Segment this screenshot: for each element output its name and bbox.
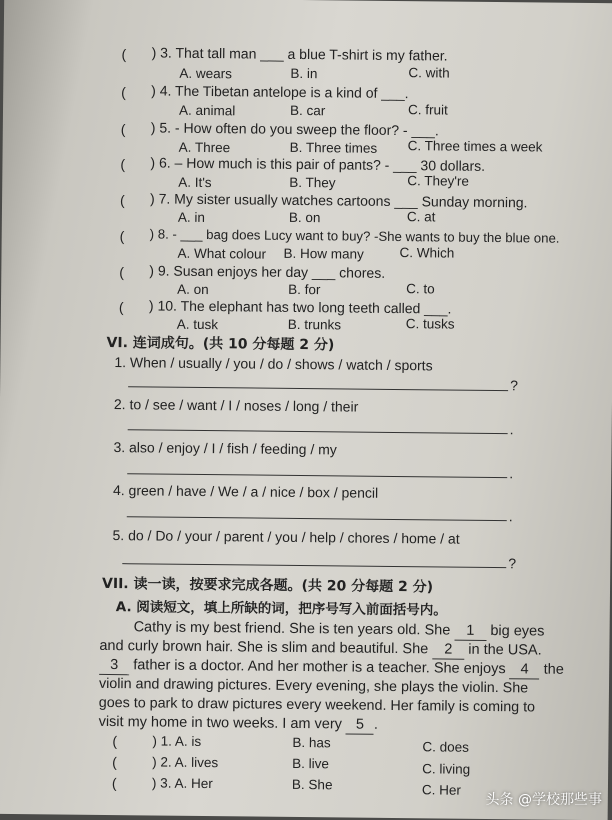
passage-blank[interactable]: 1: [454, 623, 486, 641]
option-a: A. tusk: [176, 316, 219, 333]
choice-a: ) 1. A. is: [152, 733, 202, 749]
answer-line[interactable]: [122, 563, 506, 568]
option-a: A. on: [177, 281, 209, 298]
section-vii-title: VII. 读一读，按要求完成各题。(共 20 分每题 2 分): [101, 575, 434, 596]
sentence-end-mark: .: [508, 508, 513, 525]
passage-text: violin and drawing pictures. Every evening, she plays the violin. She: [98, 675, 529, 697]
answer-line[interactable]: [127, 473, 507, 478]
sentence-end-mark: .: [509, 421, 514, 438]
choice-a: ) 2. A. lives: [152, 754, 219, 771]
passage-blank[interactable]: 5: [346, 716, 374, 734]
passage-text: visit my home in two weeks. I am very: [98, 713, 347, 733]
sentence-words: 3. also / enjoy / I / fish / feeding / my: [113, 439, 337, 458]
question-text: ) 10. The elephant has two long teeth called ___.: [148, 297, 452, 317]
sentence-words: 5. do / Do / your / parent / you / help / chores / home / at: [112, 527, 460, 547]
answer-paren: (: [120, 156, 126, 173]
question-text: ) 8. - ___ bag does Lucy want to buy? -She wants to buy the blue one.: [149, 226, 560, 246]
answer-paren: (: [111, 775, 117, 792]
sentence-end-mark: ?: [508, 555, 517, 572]
passage-text: father is a doctor. And her mother is a teacher. She enjoys: [129, 657, 510, 678]
option-a: A. Three: [178, 139, 231, 156]
option-b: B. trunks: [287, 316, 342, 333]
sentence-words: 1. When / usually / you / do / shows / watch / sports: [114, 354, 433, 374]
option-a: A. It's: [178, 174, 212, 191]
answer-paren: (: [120, 121, 126, 138]
sentence-end-mark: ?: [510, 377, 519, 394]
sentence-end-mark: .: [509, 465, 514, 482]
passage-text: in the USA.: [464, 641, 542, 659]
option-b: B. Three times: [289, 139, 378, 156]
choice-c: C. does: [422, 739, 469, 755]
choice-b: B. She: [291, 776, 333, 793]
sentence-words: 4. green / have / We / a / nice / box / pencil: [112, 482, 379, 501]
mc-section: [4, 0, 612, 333]
question-text: ) 3. That tall man ___ a blue T-shirt is my father.: [151, 44, 448, 64]
option-c: C. They're: [407, 173, 469, 189]
question-text: ) 7. My sister usually watches cartoons ___ Sunday morning.: [150, 190, 528, 211]
answer-paren: (: [112, 754, 117, 771]
passage-text: big eyes: [486, 622, 545, 640]
passage-text: the: [539, 661, 564, 678]
section-vii-subtitle: A. 阅读短文，填上所缺的词，把序号写入前面括号内。: [115, 599, 447, 619]
option-c: C. Three times a week: [407, 138, 543, 155]
answer-paren: (: [121, 46, 127, 63]
answer-line[interactable]: [128, 429, 508, 434]
question-text: ) 9. Susan enjoys her day ___ chores.: [149, 262, 386, 281]
option-b: B. How many: [283, 245, 364, 262]
option-b: B. car: [289, 102, 326, 119]
passage-blank[interactable]: 2: [432, 641, 464, 659]
passage-blank[interactable]: 4: [510, 661, 540, 679]
option-a: A. in: [177, 209, 206, 225]
answer-paren: (: [112, 733, 118, 750]
passage-text: goes to park to draw pictures every weekend. Her family is coming to: [98, 694, 536, 716]
question-text: ) 5. - How often do you sweep the floor? - ___.: [150, 119, 439, 139]
answer-paren: (: [119, 192, 125, 209]
answer-paren: (: [119, 264, 125, 281]
answer-paren: (: [121, 84, 126, 101]
passage-text: Cathy is my best friend. She is ten years old. She: [133, 619, 455, 639]
passage-text: .: [373, 716, 379, 733]
option-c: C. Which: [399, 245, 455, 261]
option-b: B. They: [289, 174, 336, 191]
choice-c: C. Her: [421, 782, 462, 798]
option-b: B. for: [288, 281, 321, 298]
choice-a: ) 3. A. Her: [151, 775, 213, 792]
section-vi-title: VI. 连词成句。(共 10 分每题 2 分): [106, 334, 335, 354]
option-b: B. in: [290, 65, 318, 82]
passage-text: and curly brown hair. She is slim and beautiful. She: [99, 637, 433, 658]
option-c: C. fruit: [407, 102, 448, 118]
passage-line: [99, 676, 528, 697]
choice-b: B. live: [292, 755, 330, 772]
option-c: C. tusks: [405, 316, 455, 332]
sentence-words: 2. to / see / want / I / noses / long / their: [113, 396, 359, 415]
answer-line[interactable]: [128, 386, 508, 391]
option-c: C. with: [408, 65, 450, 81]
question-text: ) 4. The Tibetan antelope is a kind of ___.: [151, 82, 409, 102]
option-b: B. on: [288, 209, 321, 226]
option-a: A. What colour: [177, 245, 267, 262]
answer-line[interactable]: [127, 516, 507, 521]
answer-paren: (: [118, 299, 124, 316]
answer-paren: (: [119, 228, 125, 245]
option-a: A. wears: [179, 65, 233, 82]
option-c: C. at: [406, 209, 436, 225]
passage-line: [99, 714, 379, 735]
question-text: ) 6. – How much is this pair of pants? - ___ 30 dollars.: [150, 154, 486, 174]
choice-c: C. living: [422, 761, 471, 777]
passage-line: [99, 695, 535, 717]
passage-blank[interactable]: 3: [99, 657, 129, 675]
watermark: 头条 @学校那些事: [485, 792, 602, 808]
option-c: C. to: [406, 281, 435, 297]
option-a: A. animal: [178, 102, 236, 119]
choice-b: B. has: [292, 734, 331, 751]
